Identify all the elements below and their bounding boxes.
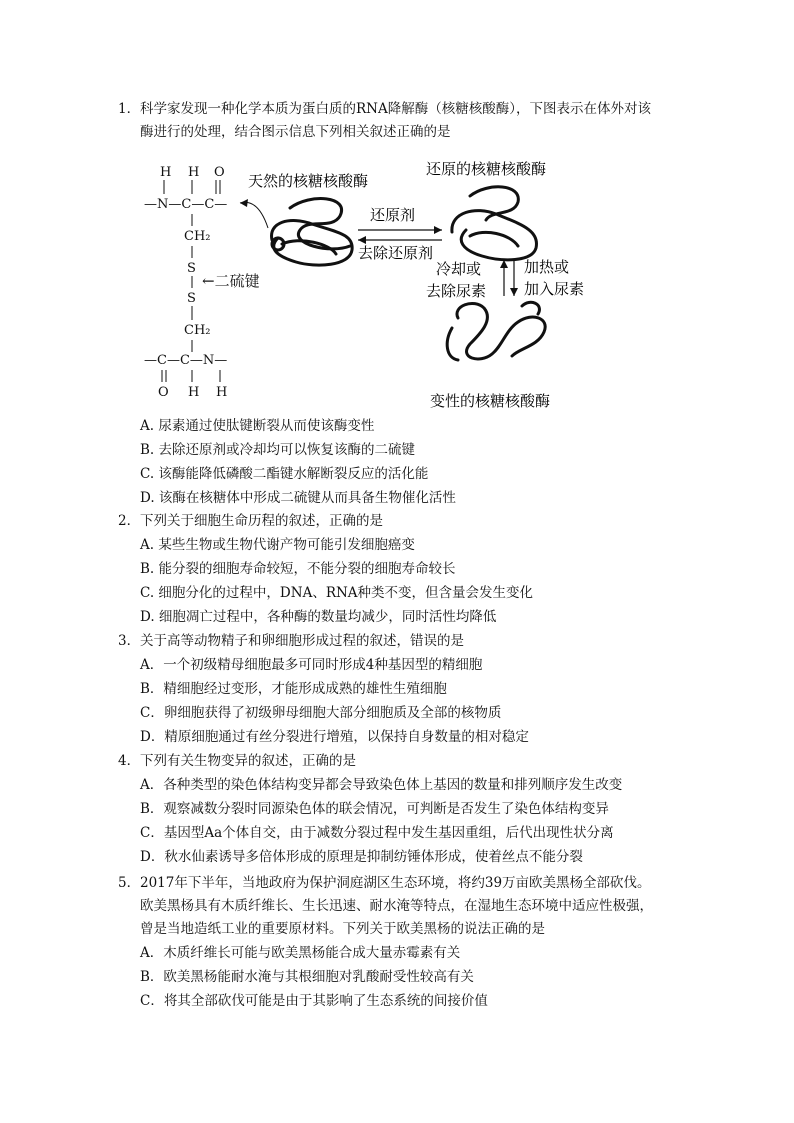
atom-o: O	[158, 385, 169, 400]
question-number: 4．	[118, 753, 141, 769]
option-b: B．观察减数分裂时同源染色体的联会情况，可判断是否发生了染色体结构变异	[140, 801, 609, 817]
question-1-options	[118, 414, 678, 510]
disulfide-label: ←二硫键	[202, 272, 260, 290]
atom-h: H	[216, 385, 228, 400]
option-b: B．精细胞经过变形，才能形成成熟的雄性生殖细胞	[140, 681, 447, 697]
option-d: D．精原细胞通过有丝分裂进行增殖，以保持自身数量的相对稳定	[140, 729, 529, 745]
option-d: D．秋水仙素诱导多倍体形成的原理是抑制纺锤体形成，使着丝点不能分裂	[140, 849, 583, 865]
cool-label-2: 去除尿素	[426, 282, 487, 300]
cool-label-1: 冷却或	[436, 260, 482, 278]
heat-label-2: 加入尿素	[524, 280, 585, 298]
ribonuclease-figure	[140, 158, 620, 418]
option-b: B．欧美黑杨能耐水淹与其根细胞对乳酸耐受性较高有关	[140, 969, 474, 985]
question-number: 5．	[118, 875, 141, 891]
question-3	[118, 630, 678, 749]
reduced-enzyme-shape	[452, 187, 537, 260]
question-3-stem: 3．关于高等动物精子和卵细胞形成过程的叙述，错误的是	[118, 630, 678, 653]
atom-o: O	[214, 165, 225, 180]
option-a: A. 尿素通过使肽键断裂从而使该酶变性	[140, 418, 375, 434]
option-c: C．卵细胞获得了初级卵母细胞大部分细胞质及全部的核物质	[140, 705, 502, 721]
heat-label-1: 加热或	[524, 258, 570, 276]
option-d: D. 细胞凋亡过程中，各种酶的数量均减少，同时活性均降低	[140, 609, 497, 625]
question-2-stem: 2．下列关于细胞生命历程的叙述，正确的是	[118, 510, 678, 533]
option-c: C. 该酶能降低磷酸二酯键水解断裂反应的活化能	[140, 466, 429, 482]
ch2-group: CH₂	[184, 323, 211, 338]
question-4	[118, 750, 678, 869]
natural-enzyme-label: 天然的核糖核酸酶	[248, 172, 369, 190]
bottom-chain: —C—C—N—	[144, 353, 228, 368]
atom-h: H	[188, 165, 200, 180]
atom-h: H	[188, 385, 200, 400]
denatured-enzyme-label: 变性的核糖核酸酶	[430, 392, 551, 410]
sulfur-atom: S	[187, 261, 196, 276]
natural-enzyme-shape	[272, 199, 353, 266]
question-2	[118, 510, 678, 629]
question-number: 3．	[118, 633, 141, 649]
option-a: A．一个初级精母细胞最多可同时形成4种基因型的精细胞	[140, 657, 483, 673]
remove-reducing-agent-label: 去除还原剂	[358, 244, 434, 262]
question-1-stem: 1．科学家发现一种化学本质为蛋白质的RNA降解酶（核糖核酸酶），下图表示在体外对该 酶进行的处理，结合图示信息下列相关叙述正确的是	[118, 98, 678, 144]
question-4-stem: 4．下列有关生物变异的叙述，正确的是	[118, 750, 678, 773]
question-1	[118, 98, 678, 144]
reducing-agent-label: 还原剂	[370, 206, 416, 224]
disulfide-structure	[144, 165, 260, 400]
ch2-group: CH₂	[184, 229, 211, 244]
option-a: A. 某些生物或生物代谢产物可能引发细胞癌变	[140, 537, 415, 553]
sulfur-atom: S	[187, 291, 196, 306]
option-b: B. 去除还原剂或冷却均可以恢复该酶的二硫键	[140, 442, 416, 458]
reduced-enzyme-label: 还原的核糖核酸酶	[426, 160, 547, 178]
option-a: A．各种类型的染色体结构变异都会导致染色体上基因的数量和排列顺序发生改变	[140, 777, 623, 793]
question-number: 1．	[118, 101, 141, 117]
option-b: B. 能分裂的细胞寿命较短，不能分裂的细胞寿命较长	[140, 561, 456, 577]
option-c: C．基因型Aa个体自交，由于减数分裂过程中发生基因重组，后代出现性状分离	[140, 825, 614, 841]
denatured-enzyme-shape	[447, 302, 545, 360]
option-a: A．木质纤维长可能与欧美黑杨能合成大量赤霉素有关	[140, 945, 461, 961]
option-d: D. 该酶在核糖体中形成二硫键从而具备生物催化活性	[140, 490, 456, 506]
question-5-stem: 5．2017年下半年，当地政府为保护洞庭湖区生态环境，将约39万亩欧美黑杨全部砍伐。 欧美黑杨具有木质纤维长、生长迅速、耐水淹等特点，在湿地生态环境中适应性极强， 曾是当地造纸工业的重要原材料。下列关于欧美黑杨的说法正确的是	[118, 872, 678, 941]
option-c: C. 细胞分化的过程中，DNA、RNA种类不变，但含量会发生变化	[140, 585, 534, 601]
atom-h: H	[160, 165, 172, 180]
top-chain: —N—C—C—	[144, 197, 228, 212]
question-5	[118, 872, 678, 1013]
option-c: C．将其全部砍伐可能是由于其影响了生态系统的间接价值	[140, 993, 488, 1009]
question-number: 2．	[118, 513, 141, 529]
